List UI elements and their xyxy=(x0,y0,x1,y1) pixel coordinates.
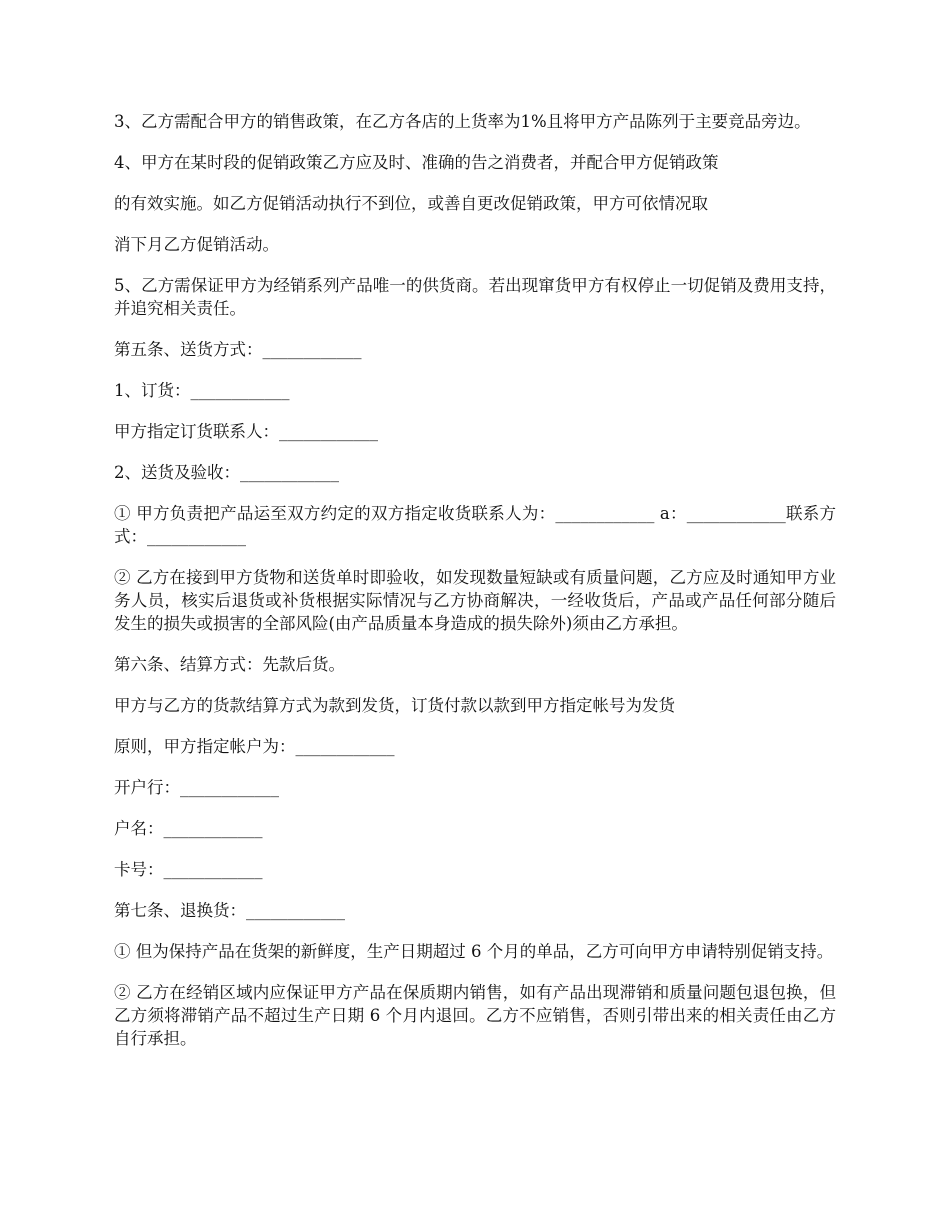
delivery-acceptance-line: 2、送货及验收：____________ xyxy=(114,463,339,482)
delivery-contact-paragraph: ① 甲方负责把产品运至双方约定的双方指定收货联系人为：____________ a：____________联系方式：____________ xyxy=(114,504,836,546)
order-contact-line: 甲方指定订货联系人：____________ xyxy=(114,422,378,441)
settlement-line-1: 甲方与乙方的货款结算方式为款到发货，订货付款以款到甲方指定帐号为发货 xyxy=(114,696,675,715)
inspection-paragraph: ② 乙方在接到甲方货物和送货单时即验收，如发现数量短缺或有质量问题，乙方应及时通知甲方业务人员，核实后退货或补货根据实际情况与乙方协商解决，一经收货后，产品或产品任何部分随后发生的损失或损害的全部风险(由产品质量本身造成的损失除外)须由乙方承担。 xyxy=(114,568,836,633)
article-5-heading: 第五条、送货方式：____________ xyxy=(114,340,362,359)
return-exchange-paragraph: ② 乙方在经销区域内应保证甲方产品在保质期内销售，如有产品出现滞销和质量问题包退包换，但乙方须将滞销产品不超过生产日期 6 个月内退回。乙方不应销售，否则引带出来的相关责任由乙方自行承担。 xyxy=(114,983,836,1048)
ordering-line: 1、订货：____________ xyxy=(114,381,290,400)
freshness-paragraph: ① 但为保持产品在货架的新鲜度，生产日期超过 6 个月的单品，乙方可向甲方申请特别促销支持。 xyxy=(114,942,834,961)
clause-5-sole-supplier: 5、乙方需保证甲方为经销系列产品唯一的供货商。若出现窜货甲方有权停止一切促销及费用支持，并追究相关责任。 xyxy=(114,276,836,318)
article-7-heading: 第七条、退换货：____________ xyxy=(114,901,345,920)
clause-4-promotion-line-3: 消下月乙方促销活动。 xyxy=(114,235,279,254)
clause-4-promotion-line-1: 4、甲方在某时段的促销政策乙方应及时、准确的告之消费者，并配合甲方促销政策 xyxy=(114,153,719,172)
article-6-heading: 第六条、结算方式：先款后货。 xyxy=(114,655,345,674)
account-name-line: 户名：____________ xyxy=(114,819,263,838)
settlement-account-line: 原则，甲方指定帐户为：____________ xyxy=(114,737,395,756)
clause-4-promotion-line-2: 的有效实施。如乙方促销活动执行不到位，或善自更改促销政策，甲方可依情况取 xyxy=(114,194,708,213)
clause-3-display: 3、乙方需配合甲方的销售政策，在乙方各店的上货率为1%且将甲方产品陈列于主要竞品旁边。 xyxy=(114,112,811,131)
bank-line: 开户行：____________ xyxy=(114,778,279,797)
document-body xyxy=(114,110,836,1068)
card-number-line: 卡号：____________ xyxy=(114,860,263,879)
